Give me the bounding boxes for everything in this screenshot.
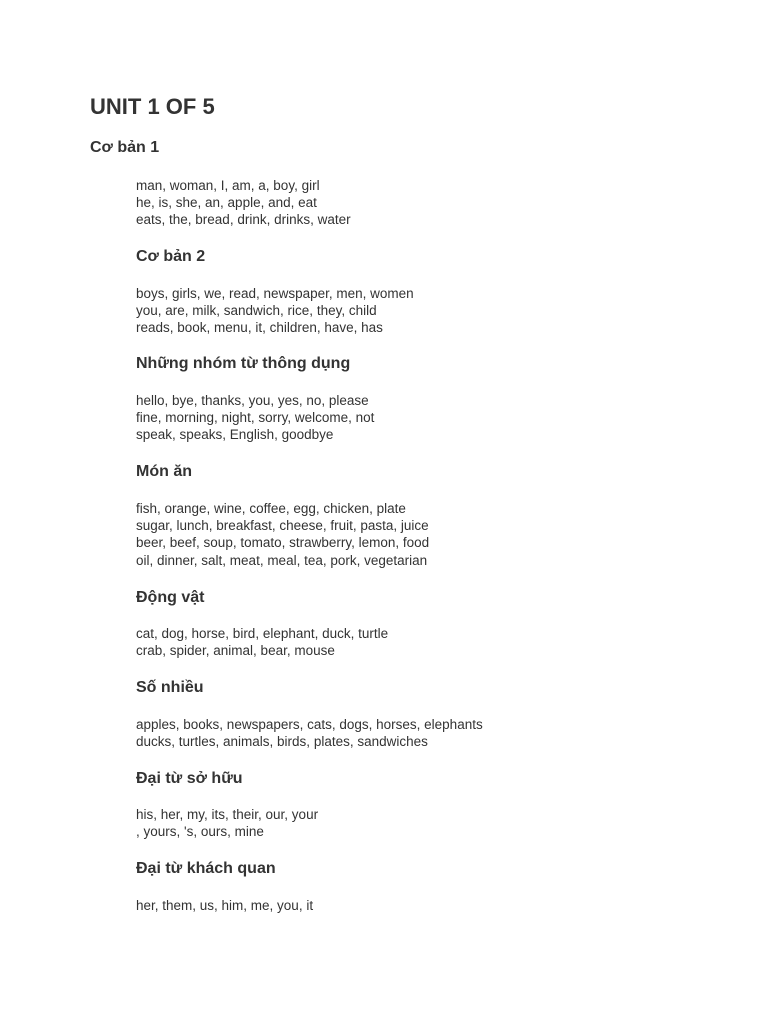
section-heading-possessive-pronouns: Đại từ sở hữu xyxy=(136,770,243,787)
page-title: UNIT 1 OF 5 xyxy=(90,94,215,119)
list-item-words: fine, morning, night, sorry, welcome, not xyxy=(136,410,375,426)
list-item-words: eats, the, bread, drink, drinks, water xyxy=(136,212,351,228)
list-item-words: his, her, my, its, their, our, your xyxy=(136,807,319,822)
list-item-words: you, are, milk, sandwich, rice, they, child xyxy=(136,303,377,319)
list-item-words: speak, speaks, English, goodbye xyxy=(136,427,334,443)
list-item-words: sugar, lunch, breakfast, cheese, fruit, pasta, juice xyxy=(136,518,429,534)
list-item-words: crab, spider, animal, bear, mouse xyxy=(136,643,335,659)
section-heading-co-ban-1: Cơ bản 1 xyxy=(90,139,160,156)
section-heading-common-phrases: Những nhóm từ thông dụng xyxy=(136,355,351,372)
section-heading-plurals: Số nhiều xyxy=(136,679,204,696)
list-item-words: boys, girls, we, read, newspaper, men, women xyxy=(136,286,414,301)
list-item-words: hello, bye, thanks, you, yes, no, please xyxy=(136,393,369,408)
list-item-words: , yours, 's, ours, mine xyxy=(136,824,264,840)
list-item-words: cat, dog, horse, bird, elephant, duck, turtle xyxy=(136,626,389,641)
section-heading-co-ban-2: Cơ bản 2 xyxy=(136,248,206,265)
list-item-words: oil, dinner, salt, meat, meal, tea, pork, vegetarian xyxy=(136,552,428,568)
section-heading-object-pronouns: Đại từ khách quan xyxy=(136,860,276,877)
section-heading-food: Món ăn xyxy=(136,463,192,480)
section-heading-animals: Động vật xyxy=(136,589,205,606)
list-item-words: he, is, she, an, apple, and, eat xyxy=(136,195,317,211)
list-item-words: her, them, us, him, me, you, it xyxy=(136,898,314,913)
list-item-words: man, woman, I, am, a, boy, girl xyxy=(136,178,320,193)
list-item-words: apples, books, newspapers, cats, dogs, horses, elephants xyxy=(136,717,483,732)
list-item-words: reads, book, menu, it, children, have, has xyxy=(136,320,383,336)
list-item-words: ducks, turtles, animals, birds, plates, sandwiches xyxy=(136,734,428,750)
list-item-words: beer, beef, soup, tomato, strawberry, lemon, food xyxy=(136,535,430,551)
list-item-words: fish, orange, wine, coffee, egg, chicken, plate xyxy=(136,501,406,516)
